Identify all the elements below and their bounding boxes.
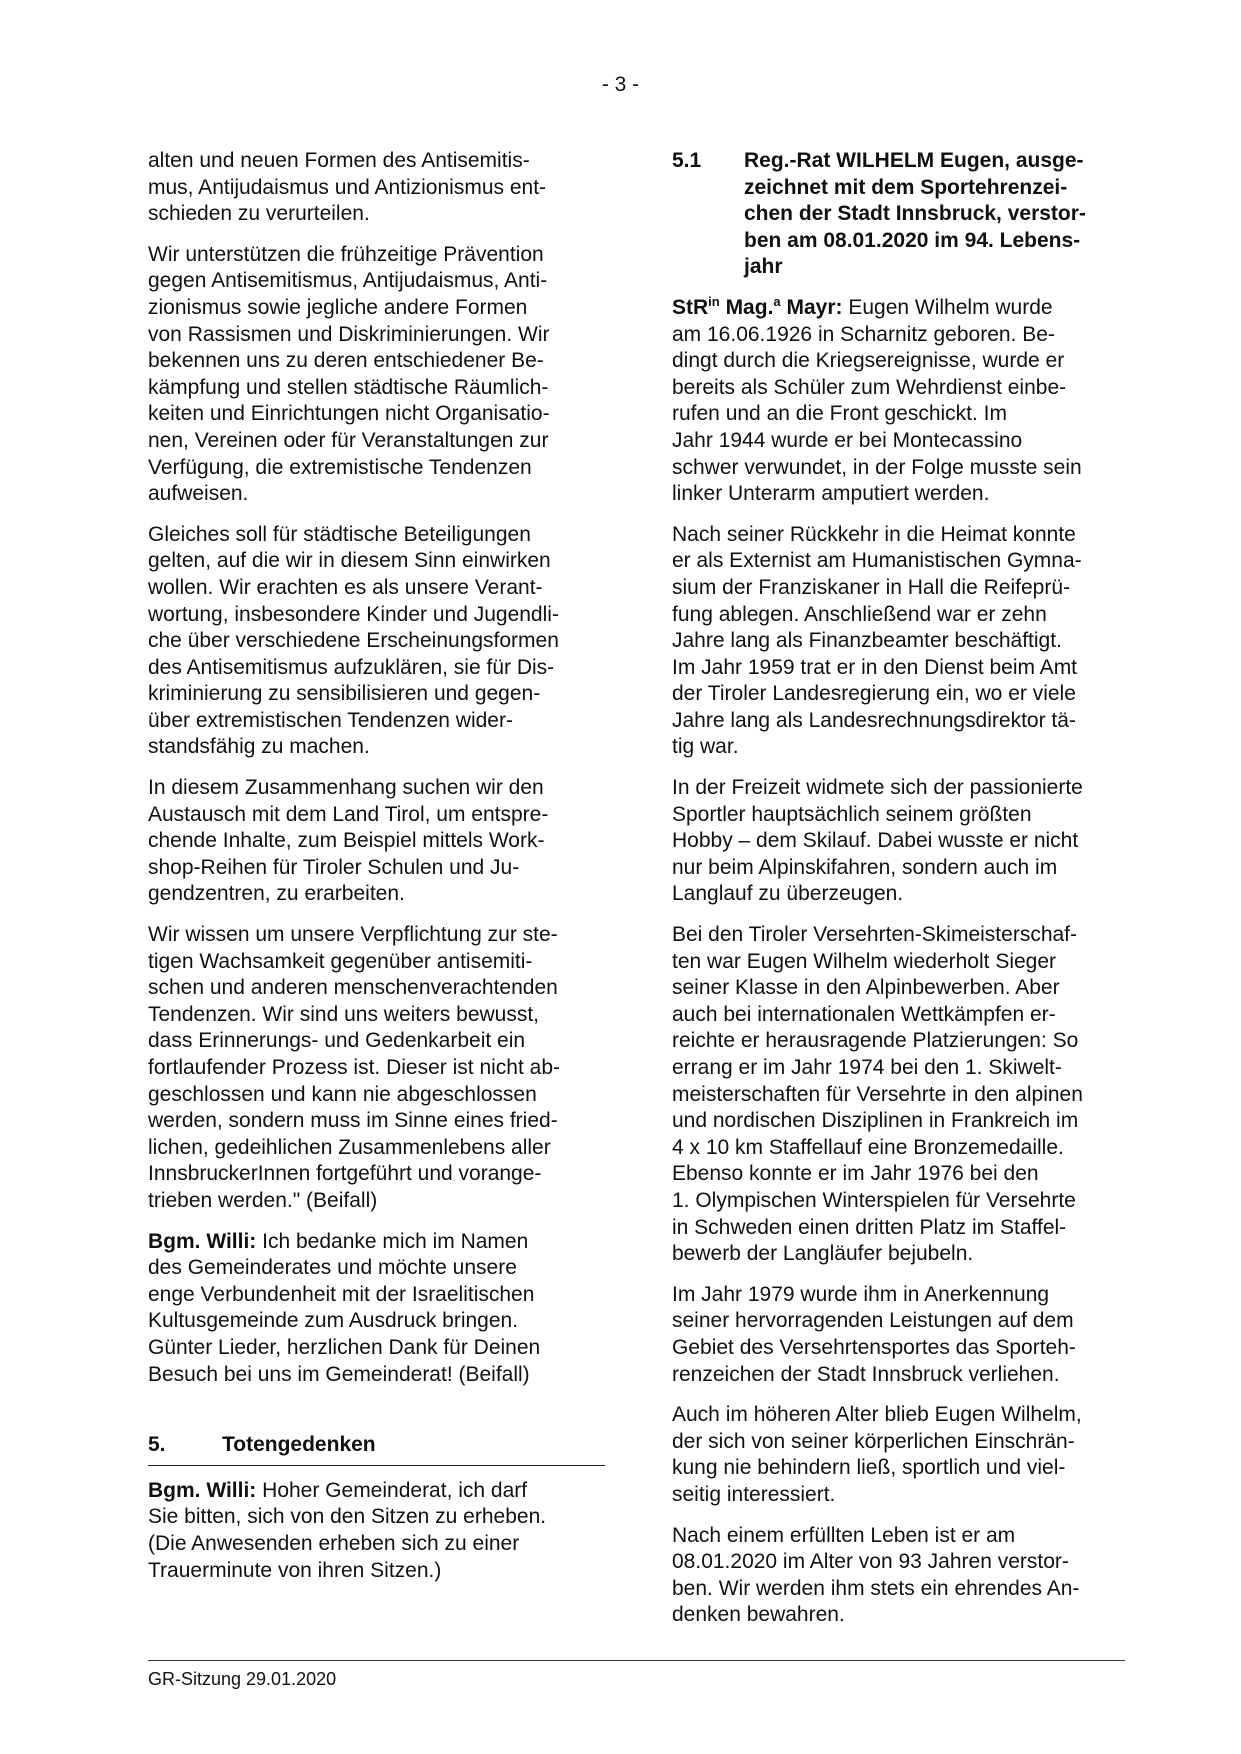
footer-divider: [148, 1660, 1125, 1661]
section-title: Totengedenken: [222, 1433, 376, 1457]
section-title: Reg.-Rat WILHELM Eugen, ausge- zeichnet mit dem Sportehrenzei- chen der Stadt Innsbruck, verstor- ben am 08.01.2020 im 94. Lebens- jahr: [744, 149, 1086, 279]
speech-paragraph: [148, 1229, 605, 1389]
paragraph: In diesem Zusammenhang suchen wir den Austausch mit dem Land Tirol, um entspre- chende Inhalte, zum Beispiel mittels Work- shop-Reihen für Tiroler Schulen und Ju- gendzentren, zu erarbeiten.: [148, 776, 549, 906]
right-column: [672, 148, 1124, 1643]
speech-text: Ich bedanke mich im Namen des Gemeinderates und möchte unsere enge Verbundenheit mit der Israelitischen Kultusgemeinde zum Ausdruck bringen. Günter Lieder, herzlichen Dank für Deinen Besuch bei uns im Gemeinderat! (Beifall): [148, 1229, 541, 1386]
speaker-degree: Mag.: [719, 295, 774, 319]
section-heading: [672, 148, 1124, 281]
speaker-degree-suffix: a: [773, 293, 781, 309]
paragraph: alten und neuen Formen des Antisemitis- mus, Antijudaismus und Antizionismus ent- schieden zu verurteilen.: [148, 149, 547, 226]
left-column: [148, 148, 605, 1598]
paragraph: Gleiches soll für städtische Beteiligungen gelten, auf die wir in diesem Sinn einwirken wollen. Wir erachten es als unsere Verant- wortung, insbesondere Kinder und Jugendli- che über verschiedene Erscheinungsformen des Antisemitismus aufzuklären, sie für Dis- kriminierung zu sensibilisieren und gegen- über extremistischen Tendenzen wider- standsfähig zu machen.: [148, 522, 559, 759]
paragraph: Nach seiner Rückkehr in die Heimat konnte er als Externist am Humanistischen Gymna- sium der Franziskaner in Hall die Reifeprü- fung ablegen. Anschließend war er zehn Jahre lang als Finanzbeamter beschäftigt. Im Jahr 1959 trat er in den Dienst beim Amt der Tiroler Landesregierung ein, wo er viele Jahre lang als Landesrechnungsdirektor tä- tig war.: [672, 522, 1082, 759]
speaker-name: [672, 293, 843, 319]
section-number: 5.1: [672, 149, 702, 172]
paragraph: Im Jahr 1979 wurde ihm in Anerkennung seiner hervorragenden Leistungen auf dem Gebiet des Versehrtensportes das Sporteh- renzeichen der Stadt Innsbruck verliehen.: [672, 1282, 1076, 1386]
speech-text: Eugen Wilhelm wurde am 16.06.1926 in Scharnitz geboren. Be- dingt durch die Kriegsereignisse, wurde er bereits als Schüler zum Wehrdienst einbe- rufen und an die Front geschickt. Im Jahr 1944 wurde er bei Montecassino schwer verwundet, in der Folge musste sein linker Unterarm amputiert werden.: [672, 295, 1082, 506]
section-number: 5.: [148, 1433, 166, 1457]
paragraph: In der Freizeit widmete sich der passionierte Sportler hauptsächlich seinem größten Hobby – dem Skilauf. Dabei wusste er nicht nur beim Alpinskifahren, sondern auch im Langlauf zu überzeugen.: [672, 776, 1083, 906]
paragraph: Nach einem erfüllten Leben ist er am 08.01.2020 im Alter von 93 Jahren verstor- ben. Wir werden ihm stets ein ehrendes An- denken bewahren.: [672, 1523, 1080, 1627]
speaker-name: Bgm. Willi:: [148, 1229, 257, 1253]
paragraph: Wir wissen um unsere Verpflichtung zur ste- tigen Wachsamkeit gegenüber antisemiti- schen und anderen menschenverachtenden Tendenzen. Wir sind uns weiters bewusst, dass Erinnerungs- und Gedenkarbeit ein fortlaufender Prozess ist. Dieser ist nicht ab- geschlossen und kann nie abgeschlossen werden, sondern muss im Sinne eines fried- lichen, gedeihlichen Zusammenlebens aller InnsbruckerInnen fortgeführt und vorange- trieben werden." (Beifall): [148, 923, 561, 1212]
speaker-name: Bgm. Willi:: [148, 1478, 257, 1502]
speaker-title: StR: [672, 295, 709, 319]
paragraph: Bei den Tiroler Versehrten-Skimeisterschaf- ten war Eugen Wilhelm wiederholt Sieger seiner Klasse in den Alpinbewerben. Aber auch bei internationalen Wettkämpfen er- reichte er herausragende Platzierungen: So errang er im Jahr 1974 bei den 1. Skiwelt- meisterschaften für Versehrte in den alpinen und nordischen Disziplinen in Frankreich im 4 x 10 km Staffellauf eine Bronzemedaille. Ebenso konnte er im Jahr 1976 bei den 1. Olympischen Winterspielen für Versehrte in Schweden einen dritten Platz im Staffel- bewerb der Langläufer bejubeln.: [672, 923, 1083, 1266]
speech-paragraph: [672, 295, 1124, 508]
section-heading: [148, 1432, 605, 1466]
speaker-surname: Mayr:: [780, 295, 843, 319]
footer-text: GR-Sitzung 29.01.2020: [148, 1669, 337, 1689]
speaker-title-suffix: in: [708, 293, 720, 309]
speech-text: Hoher Gemeinderat, ich darf Sie bitten, sich von den Sitzen zu erheben. (Die Anwesenden erheben sich zu einer Trauerminute von ihren Sitzen.): [148, 1478, 547, 1582]
page-number: - 3 -: [601, 73, 640, 96]
paragraph: Auch im höheren Alter blieb Eugen Wilhelm, der sich von seiner körperlichen Einschrän- kung nie behindern ließ, sportlich und viel- seitig interessiert.: [672, 1403, 1082, 1506]
paragraph: Wir unterstützen die frühzeitige Prävention gegen Antisemitismus, Antijudaismus, Anti- zionismus sowie jegliche andere Formen von Rassismen und Diskriminierungen. Wir bekennen uns zu deren entschiedener Be- kämpfung und stellen städtische Räumlich- keiten und Einrichtungen nicht Organisatio- nen, Vereinen oder für Veranstaltungen zur Verfügung, die extremistische Tendenzen aufweisen.: [148, 242, 550, 506]
speech-paragraph: [148, 1478, 605, 1584]
